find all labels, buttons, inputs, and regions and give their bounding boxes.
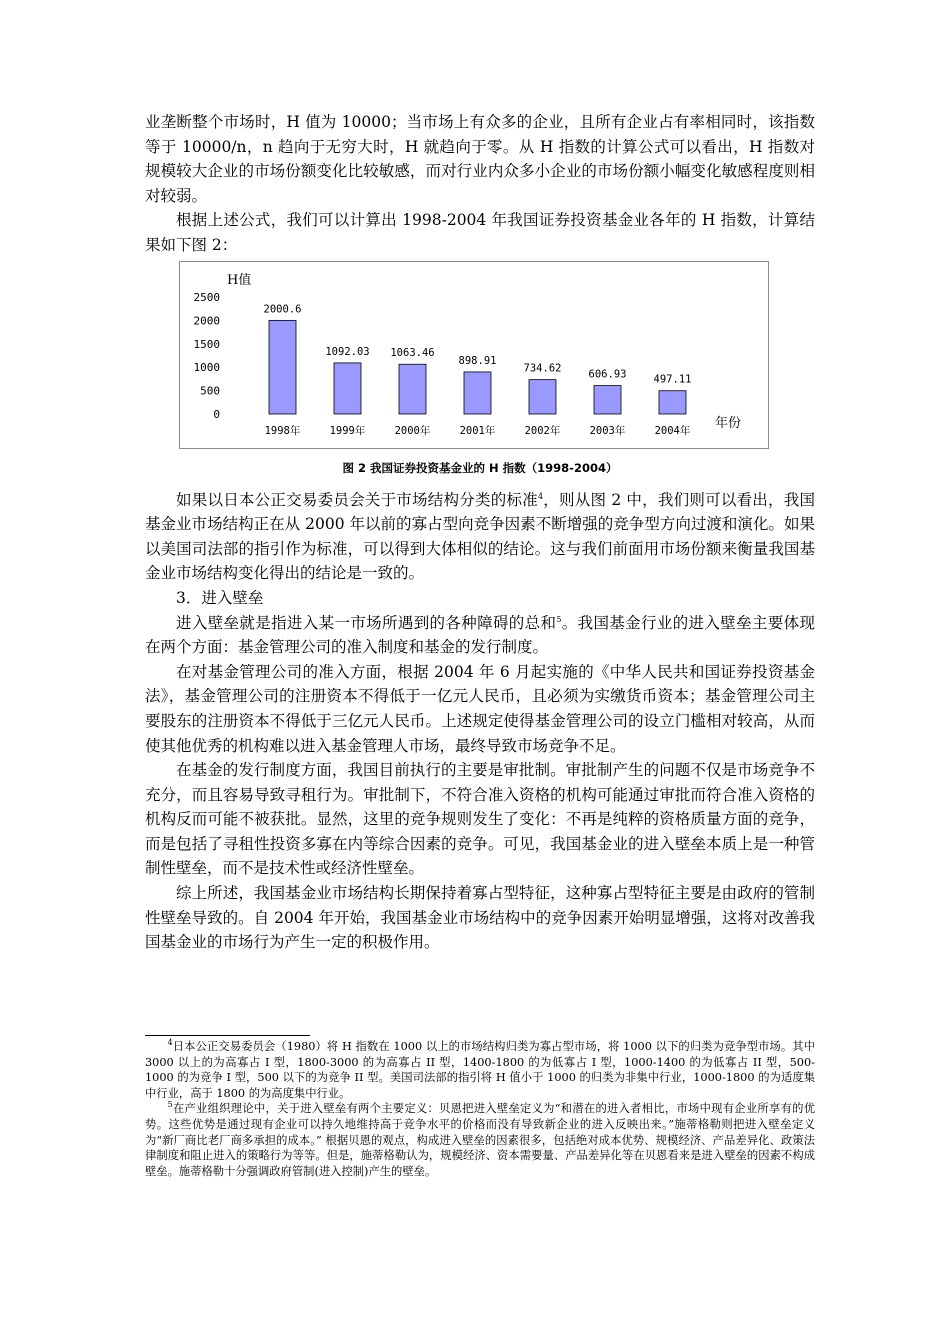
x-tick-label: 1998年 bbox=[264, 424, 301, 437]
paragraph-text: 进入壁垒就是指进入某一市场所遇到的各种障碍的总和 bbox=[176, 613, 557, 632]
chart-bar bbox=[659, 390, 686, 413]
data-label: 734.62 bbox=[523, 362, 562, 375]
paragraph-conclusion: 综上所述，我国基金业市场结构长期保持着寡占型特征，这种寡占型特征主要是由政府的管制性壁垒导致的。自 2004 年开始，我国基金业市场结构中的竞争因素开始明显增强，这将对改善我国基金业的市场行为产生一定的积极作用。 bbox=[145, 884, 815, 952]
paragraph-access-system: 在对基金管理公司的准入方面，根据 2004 年 6 月起实施的《中华人民共和国证券投资基金法》，基金管理公司的注册资本不得低于一亿元人民币，且必须为实缴货币资本；基金管理公司主要股东的注册资本不得低于三亿元人民币。上述规定使得基金管理公司的设立门槛相对较高，从而使其他优秀的机构难以进入基金管理人市场，最终导致市场竞争不足。 bbox=[145, 662, 815, 755]
paragraph-issuance-system: 在基金的发行制度方面，我国目前执行的主要是审批制。审批制产生的问题不仅是市场竞争不充分，而且容易导致寻租行为。审批制下，不符合准入资格的机构可能通过审批而符合准入资格的机构反而可能不被获批。显然，这里的竞争规则发生了变化：不再是纯粹的资格质量方面的竞争，而是包括了寻租性投资多寡在内等综合因素的竞争。可见，我国基金业的进入壁垒本质上是一种管制性壁垒，而不是技术性或经济性壁垒。 bbox=[145, 761, 815, 878]
data-label: 1063.46 bbox=[390, 346, 435, 359]
paragraph-entry-barrier-definition bbox=[145, 611, 815, 660]
paragraph-h-index-explanation: 业垄断整个市场时，H 值为 10000；当市场上有众多的企业，且所有企业占有率相同时，该指数等于 10000/n，n 趋向于无穷大时，H 就趋向于零。从 H 指数的计算公式可以看出，H 指数对规模较大企业的市场份额变化比较敏感，而对行业内众多小企业的市场份额小幅变化敏感程度则相对较弱。 bbox=[145, 113, 815, 205]
x-tick-label: 2001年 bbox=[459, 424, 496, 437]
footnote-separator bbox=[145, 1035, 310, 1036]
chart-bar bbox=[399, 364, 426, 414]
paragraph-text: 。我国基金行业的进入壁垒主要体现在两个方面：基金管理公司的准入制度和基金的发行制度。 bbox=[145, 613, 815, 657]
y-tick-label: 0 bbox=[213, 407, 220, 421]
footnote-mark-4: 4 bbox=[167, 1038, 173, 1048]
paragraph-text: 如果以日本公正交易委员会关于市场结构分类的标准 bbox=[176, 490, 538, 509]
chart-bar bbox=[464, 371, 491, 413]
y-tick-label: 1000 bbox=[193, 360, 220, 374]
footnote-ref-5: 5 bbox=[556, 614, 562, 624]
footnote-5 bbox=[145, 1101, 815, 1179]
footnote-mark-5: 5 bbox=[167, 1100, 173, 1110]
x-tick-label: 2000年 bbox=[394, 424, 431, 437]
chart-bar bbox=[334, 362, 361, 413]
paragraph-text: ，则从图 2 中，我们则可以看出，我国基金业市场结构正在从 2000 年以前的寡占型向竞争因素不断增强的竞争型方向过渡和演化。如果以美国司法部的指引作为标准，可以得到大体相似的结论。这与我们前面用市场份额来衡量我国基金业市场结构变化得出的结论是一致的。 bbox=[145, 490, 815, 583]
y-axis-label: H值 bbox=[227, 272, 252, 288]
x-tick-label: 2004年 bbox=[654, 424, 691, 437]
data-label: 898.91 bbox=[458, 354, 497, 367]
chart-bar bbox=[529, 379, 556, 413]
h-index-chart bbox=[179, 261, 769, 449]
x-tick-label: 1999年 bbox=[329, 424, 366, 437]
x-tick-label: 2003年 bbox=[589, 424, 626, 437]
data-label: 497.11 bbox=[653, 373, 692, 386]
footnotes bbox=[145, 1035, 815, 1179]
footnote-text: 日本公正交易委员会（1980）将 H 指数在 1000 以上的市场结构归类为寡占型市场，将 1000 以下的归类为竞争型市场。其中 3000 以上的为高寡占 I 型，1800-3000 的为高寡占 II 型，1400-1800 的为低寡占 I 型，1000-1400 的为低寡占 II 型，500-1000 的为竞争 I 型，500 以下的为竞争 II 型。美国司法部的指引将 H 值小于 1000 的归类为非集中行业，1000-1800 的为适度集中行业，高于 1800 的为高度集中行业。 bbox=[145, 1040, 815, 1100]
paragraph-market-structure bbox=[145, 488, 815, 586]
footnote-4 bbox=[145, 1039, 815, 1101]
chart-bar bbox=[269, 320, 296, 414]
data-label: 1092.03 bbox=[325, 345, 370, 358]
footnote-ref-4: 4 bbox=[537, 491, 544, 501]
chart-bar bbox=[594, 385, 621, 413]
document-page bbox=[145, 110, 815, 955]
figure-caption: 图 2 我国证券投资基金业的 H 指数（1998-2004） bbox=[342, 460, 618, 475]
y-tick-label: 2500 bbox=[193, 290, 220, 304]
y-tick-label: 2000 bbox=[193, 313, 220, 327]
chart-svg bbox=[180, 262, 768, 448]
y-tick-label: 500 bbox=[200, 384, 220, 398]
x-tick-label: 2002年 bbox=[524, 424, 561, 437]
paragraph-figure-intro: 根据上述公式，我们可以计算出 1998-2004 年我国证券投资基金业各年的 H 指数，计算结果如下图 2： bbox=[145, 211, 815, 254]
footnote-text: 在产业组织理论中，关于进入壁垒有两个主要定义：贝恩把进入壁垒定义为“和潜在的进入者相比，市场中现有企业所享有的优势。这些优势是通过现有企业可以持久地维持高于竞争水平的价格而没有导致新企业的进入反映出来。”施蒂格勒则把进入壁垒定义为“新厂商比老厂商多承担的成本。” 根据贝恩的观点，构成进入壁垒的因素很多，包括绝对成本优势、规模经济、产品差异化、政策法律制度和阻止进入的策略行为等等。但是，施蒂格勒认为，规模经济、资本需要量、产品差异化等在贝恩看来是进入壁垒的因素不构成壁垒。施蒂格勒十分强调政府管制(进入控制)产生的壁垒。 bbox=[145, 1102, 815, 1178]
data-label: 2000.6 bbox=[263, 302, 302, 315]
y-tick-label: 1500 bbox=[193, 337, 220, 351]
section-heading-entry-barriers: 3．进入壁垒 bbox=[176, 588, 264, 607]
data-label: 606.93 bbox=[588, 368, 627, 381]
x-axis-label: 年份 bbox=[715, 415, 742, 431]
